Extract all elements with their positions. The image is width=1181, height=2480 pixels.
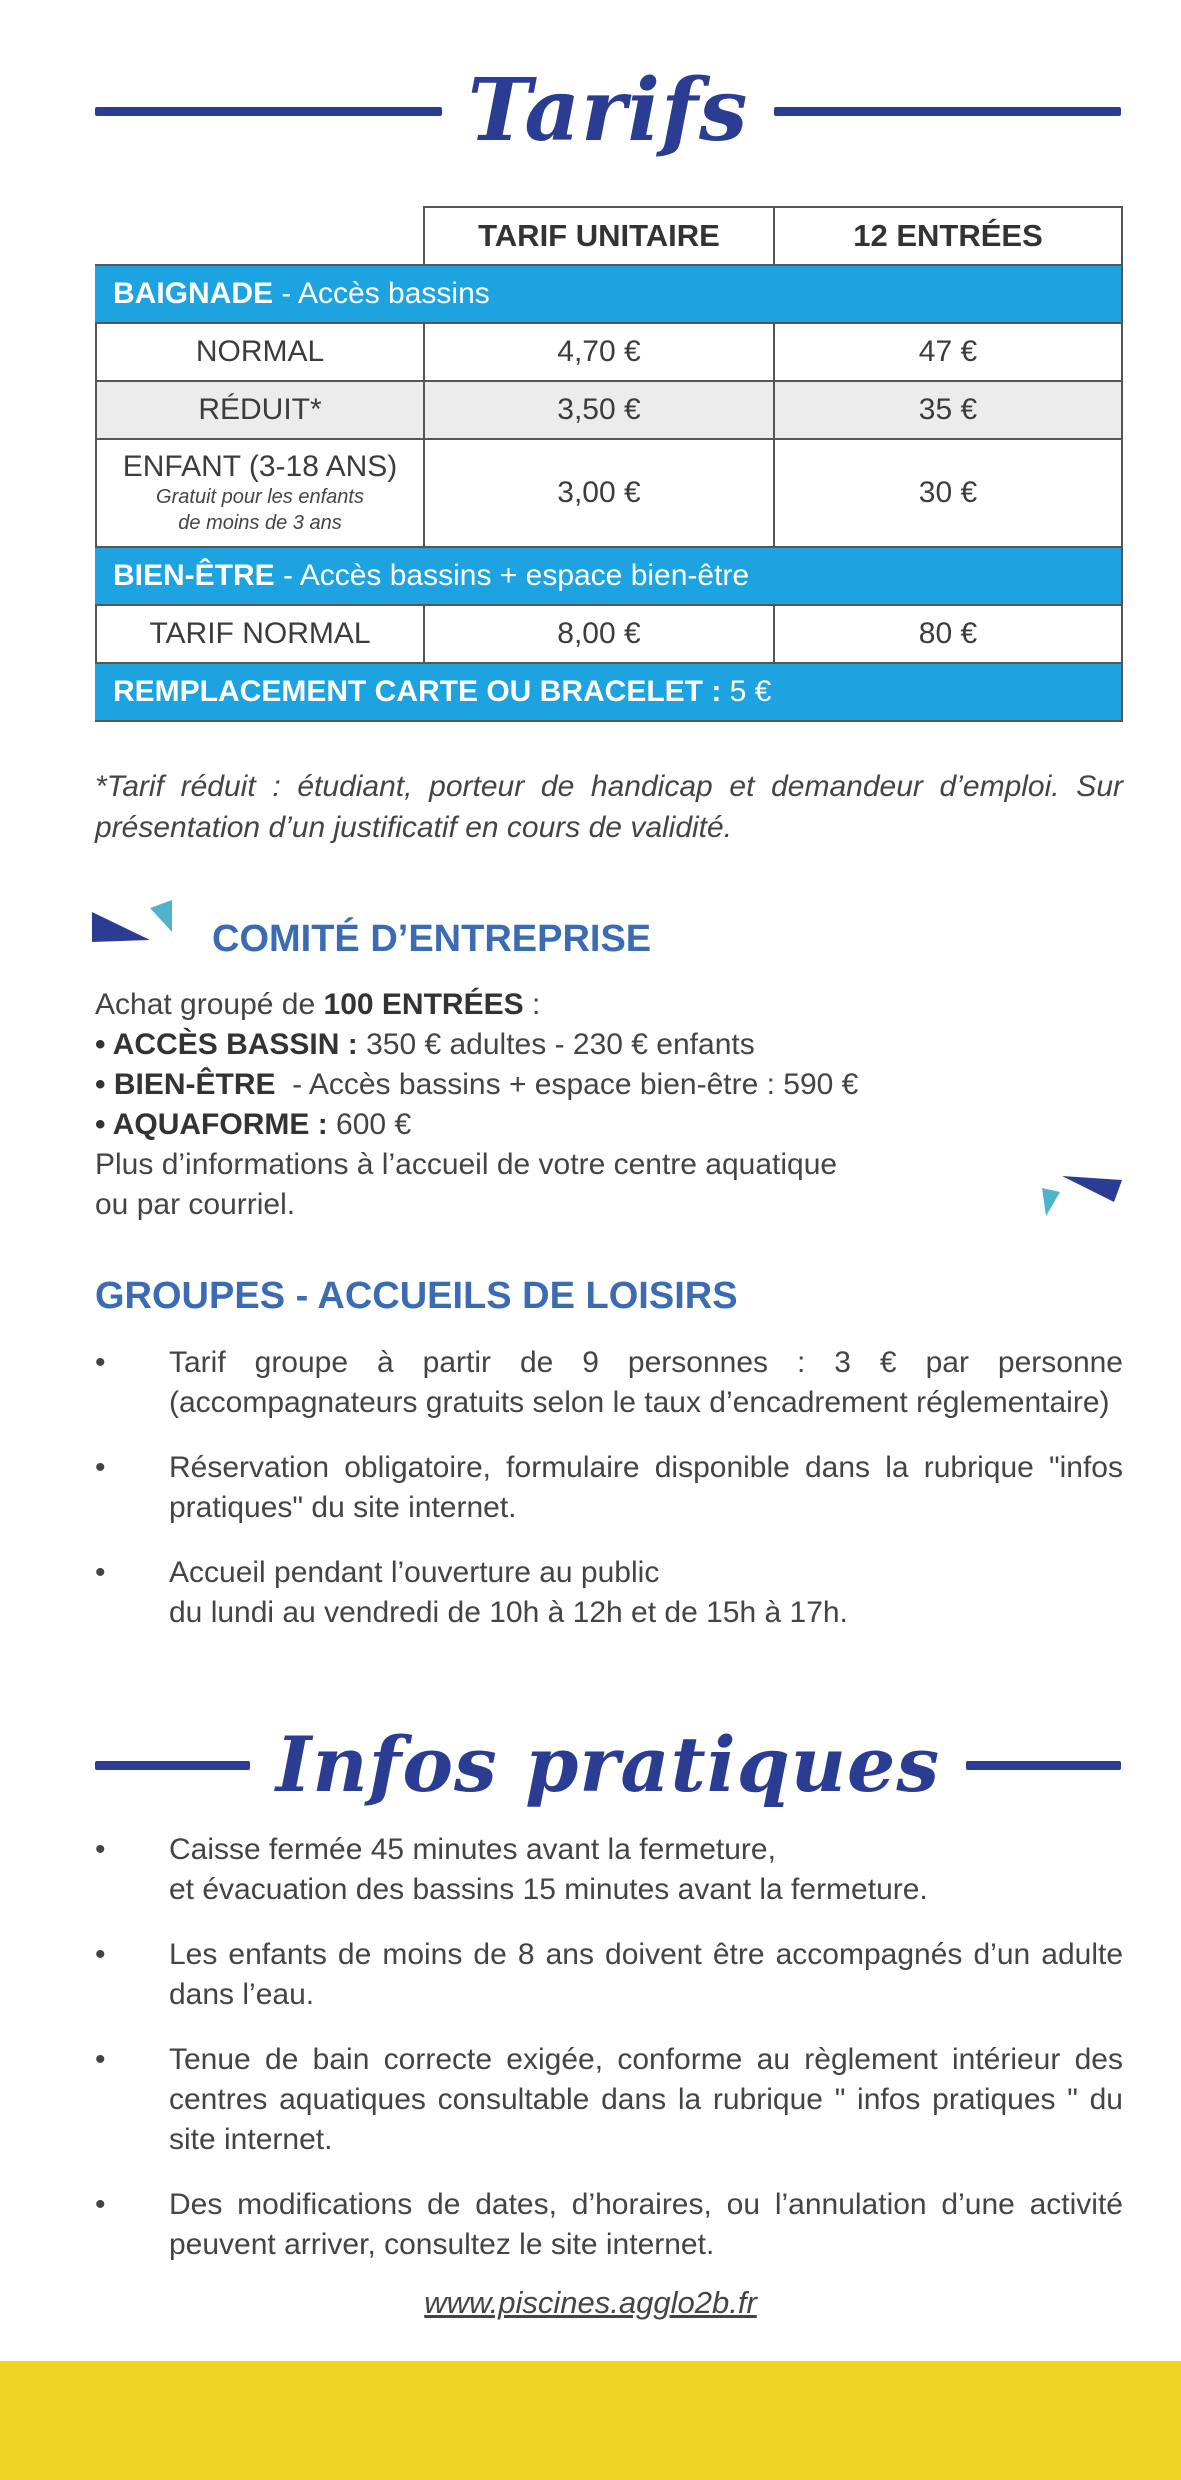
list-item: • Tarif groupe à partir de 9 personnes : 3 € par personne (accompagnateurs gratuits selon le taux d’encadrement réglementaire) [95,1343,1123,1423]
remplacement-band-price: 5 € [721,675,772,708]
remplacement-band-title: REMPLACEMENT CARTE OU BRACELET : [113,675,722,708]
row-label-enfant: ENFANT (3-18 ANS) [122,450,398,483]
comite-outro-line1: Plus d’informations à l’accueil de votre centre aquatique [95,1148,838,1181]
title-rule-left [95,1761,250,1770]
list-item: • Caisse fermée 45 minutes avant la fermeture, et évacuation des bassins 15 minutes avant la fermeture. [95,1830,1123,1910]
row-label-enfant-cell [96,439,424,547]
title-rule-right [774,107,1121,116]
table-row [96,323,1122,381]
list-item: • Des modifications de dates, d’horaires, ou l’annulation d’une activité peuvent arriver, consultez le site internet. [95,2185,1123,2265]
list-item: • Accueil pendant l’ouverture au public du lundi au vendredi de 10h à 12h et de 15h à 17h. [95,1553,1123,1633]
row-twelve-tarif-normal: 80 € [774,605,1122,663]
infos-title: Infos pratiques [275,1720,941,1809]
title-rule-left [95,107,442,116]
reduced-rate-footnote: *Tarif réduit : étudiant, porteur de handicap et demandeur d’emploi. Sur présentation d’un justificatif en cours de validité. [95,770,1123,844]
bienetre-band [96,547,1122,605]
comite-item-acces-bassin: • ACCÈS BASSIN : 350 € adultes - 230 € enfants [95,1028,755,1061]
tarifs-title-block [95,60,1121,161]
baignade-band [96,265,1122,323]
comite-body [95,985,1095,1225]
infos-title-block [95,1720,1121,1809]
row-label-normal: NORMAL [96,323,424,381]
row-twelve-enfant: 30 € [774,439,1122,547]
row-unit-reduit: 3,50 € [424,381,774,439]
title-rule-right [966,1761,1121,1770]
row-label-tarif-normal: TARIF NORMAL [96,605,424,663]
table-row [96,439,1122,547]
comite-outro-line2: ou par courriel. [95,1188,296,1221]
comite-item-bien-etre: • BIEN-ÊTRE - Accès bassins + espace bien-être : 590 € [95,1068,859,1101]
table-row [96,381,1122,439]
decorative-triangles-icon [1040,1174,1125,1219]
list-item: • Tenue de bain correcte exigée, conforme au règlement intérieur des centres aquatiques consultable dans la rubrique " infos pratiques " du site internet. [95,2040,1123,2160]
bienetre-band-subtitle: - Accès bassins + espace bien-être [274,559,750,592]
table-row [96,605,1122,663]
header-12-entrees: 12 ENTRÉES [774,207,1122,265]
bienetre-band-title: BIEN-ÊTRE [113,559,275,592]
comite-intro-bold: 100 ENTRÉES [323,988,524,1021]
row-twelve-normal: 47 € [774,323,1122,381]
row-unit-tarif-normal: 8,00 € [424,605,774,663]
row-twelve-reduit: 35 € [774,381,1122,439]
header-tarif-unitaire: TARIF UNITAIRE [424,207,774,265]
remplacement-band [96,663,1122,721]
tarif-table [95,206,1123,722]
decorative-triangles-icon [92,900,182,950]
enfant-note-line1: Gratuit pour les enfants [156,486,364,508]
comite-item-aquaforme: • AQUAFORME : 600 € [95,1108,412,1141]
groupes-list [95,1343,1123,1658]
comite-intro: Achat groupé de 100 ENTRÉES : [95,988,541,1021]
tarifs-title: Tarifs [467,60,749,161]
table-header-row [96,207,1122,265]
baignade-band-title: BAIGNADE [113,277,274,310]
infos-list [95,1830,1123,2290]
baignade-band-subtitle: - Accès bassins [273,277,490,310]
table-header-empty [96,207,424,265]
groupes-heading: GROUPES - ACCUEILS DE LOISIRS [95,1275,738,1317]
comite-heading: COMITÉ D’ENTREPRISE [212,918,652,960]
row-unit-normal: 4,70 € [424,323,774,381]
row-unit-enfant: 3,00 € [424,439,774,547]
list-item: • Réservation obligatoire, formulaire disponible dans la rubrique "infos pratiques" du site internet. [95,1448,1123,1528]
footer-band [0,2361,1181,2480]
list-item: • Les enfants de moins de 8 ans doivent être accompagnés d’un adulte dans l’eau. [95,1935,1123,2015]
row-label-reduit: RÉDUIT* [96,381,424,439]
enfant-note-line2: de moins de 3 ans [178,512,342,534]
website-link[interactable]: www.piscines.agglo2b.fr [424,2285,757,2320]
